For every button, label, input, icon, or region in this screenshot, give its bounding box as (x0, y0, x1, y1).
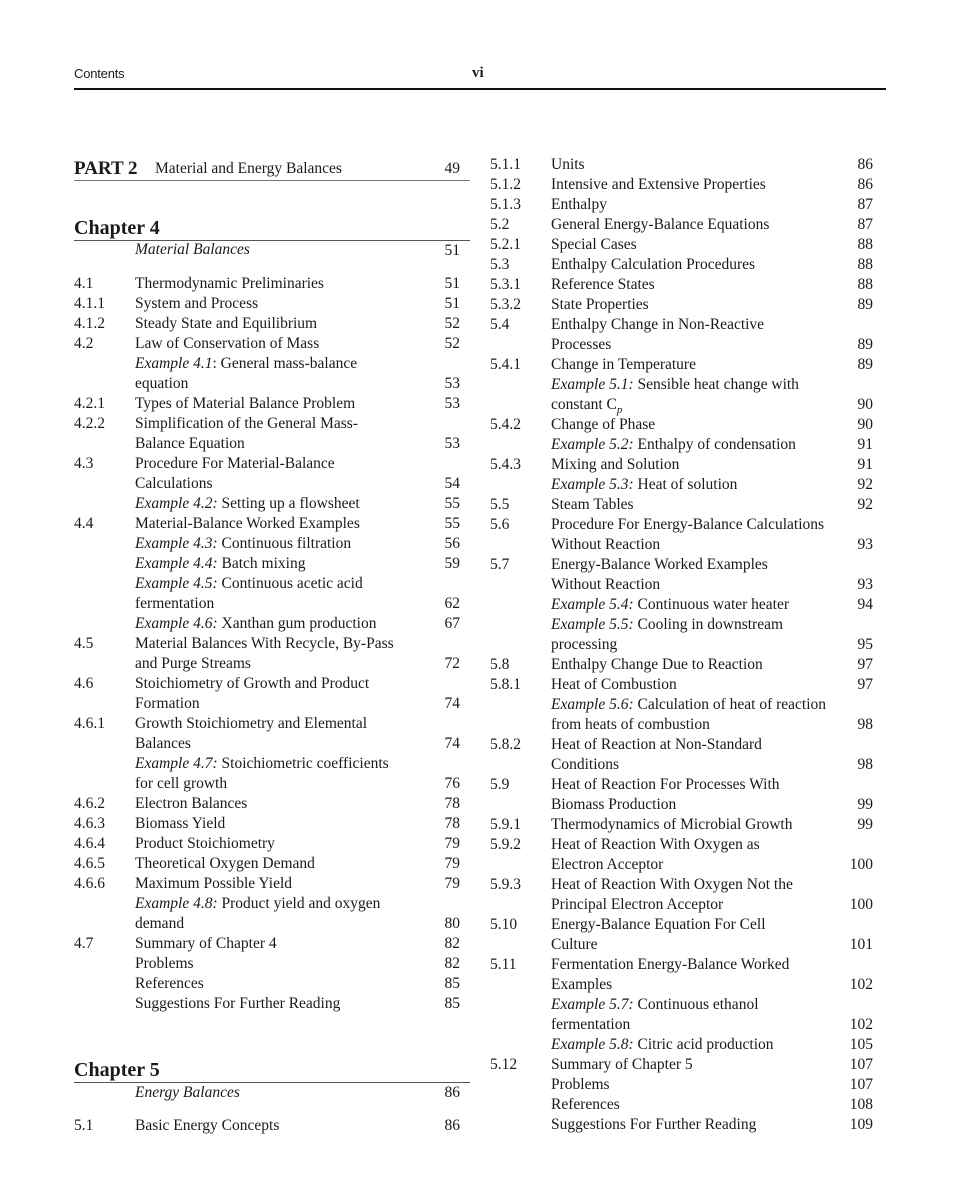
toc-entry-number: 5.1.1 (490, 156, 521, 173)
example-label: Example 4.8: (135, 895, 218, 912)
toc-entry-title: Energy-Balance Equation For Cell (551, 916, 766, 933)
toc-entry-title: Example 4.2: Setting up a flowsheet (135, 495, 360, 512)
part-page: 49 (444, 160, 460, 177)
toc-entry-title: Change in Temperature (551, 356, 696, 373)
toc-entry-title: constant $C_p$ (551, 396, 623, 416)
toc-entry-title: Example 4.1: General mass-balance (135, 355, 358, 372)
toc-entry-number: 4.1 (74, 275, 94, 292)
toc-entry-page: 102 (849, 1016, 873, 1033)
toc-entry-title: References (551, 1096, 620, 1113)
toc-entry-number: 5.2.1 (490, 236, 521, 253)
example-label: Example 5.5: (551, 616, 634, 633)
toc-entry-page: 51 (444, 275, 460, 292)
toc-entry-title: Product Stoichiometry (135, 835, 275, 852)
toc-entry-number: 5.2 (490, 216, 510, 233)
toc-entry-title: Example 5.3: Heat of solution (551, 476, 738, 493)
part-rule (74, 180, 470, 181)
toc-entry-title: Example 5.2: Enthalpy of condensation (551, 436, 796, 453)
example-label: Example 4.1 (135, 355, 213, 372)
toc-entry-page: 97 (857, 656, 873, 673)
example-label: Example 4.7: (135, 755, 218, 772)
toc-entry-number: 4.6.1 (74, 715, 105, 732)
toc-entry-number: 5.4.1 (490, 356, 521, 373)
toc-entry-title: Heat of Combustion (551, 676, 677, 693)
toc-entry-page: 93 (857, 576, 873, 593)
toc-entry-page: 107 (849, 1056, 873, 1073)
toc-entry-number: 5.9.2 (490, 836, 521, 853)
example-label: Example 4.3: (135, 535, 218, 552)
toc-entry-title: Material-Balance Worked Examples (135, 515, 360, 532)
toc-entry-title: Problems (135, 955, 194, 972)
toc-entry-page: 74 (444, 695, 460, 712)
example-label: Example 4.4: (135, 555, 218, 572)
toc-entry-number: 5.10 (490, 916, 518, 933)
toc-entry-number: 4.6.6 (74, 875, 105, 892)
toc-entry-page: 97 (857, 676, 873, 693)
toc-entry-title: Heat of Reaction With Oxygen Not the (551, 876, 793, 893)
toc-entry-page: 72 (444, 655, 460, 672)
running-title: Contents (74, 66, 125, 81)
toc-entry-number: 5.9 (490, 776, 510, 793)
toc-entry-page: 108 (849, 1096, 873, 1113)
toc-entry-title: Example 5.5: Cooling in downstream (551, 616, 784, 633)
toc-entry-title: Procedure For Energy-Balance Calculations (551, 516, 825, 533)
toc-entry-page: 79 (444, 855, 460, 872)
example-label: Example 5.8: (551, 1036, 634, 1053)
toc-entry-page: 52 (444, 315, 460, 332)
toc-entry-title: Example 4.3: Continuous filtration (135, 535, 352, 552)
toc-entry-title: Thermodynamics of Microbial Growth (551, 816, 793, 833)
toc-entry-title: Steam Tables (551, 496, 634, 513)
toc-entry-number: 4.2.1 (74, 395, 105, 412)
toc-entry-page: 87 (857, 196, 873, 213)
toc-entry-title: Example 5.7: Continuous ethanol (551, 996, 759, 1013)
toc-entry-title: from heats of combustion (551, 716, 710, 733)
toc-entry-number: 5.4.2 (490, 416, 521, 433)
example-label: Example 5.7: (551, 996, 634, 1013)
toc-entry-title: Reference States (551, 276, 655, 293)
page-number: vi (472, 65, 484, 81)
toc-entry-number: 5.6 (490, 516, 510, 533)
toc-entry-title: Simplification of the General Mass- (135, 415, 358, 432)
toc-entry-title: Processes (551, 336, 612, 353)
toc-entry-page: 98 (857, 716, 873, 733)
toc-entry-number: 5.4.3 (490, 456, 521, 473)
toc-entry-page: 78 (444, 795, 460, 812)
toc-entry-page: 88 (857, 276, 873, 293)
toc-entry-title: Special Cases (551, 236, 637, 253)
toc-entry-page: 62 (444, 595, 460, 612)
toc-entry-title: Example 5.1: Sensible heat change with (551, 376, 799, 393)
toc-entry-number: 5.8.1 (490, 676, 521, 693)
toc-entry-title: Example 5.6: Calculation of heat of reaction (551, 696, 827, 713)
toc-entry-title: Steady State and Equilibrium (135, 315, 318, 332)
part-heading (74, 156, 342, 180)
toc-entry-number: 4.2.2 (74, 415, 105, 432)
toc-entry-title: Summary of Chapter 4 (135, 935, 277, 952)
toc-entry-page: 105 (849, 1036, 873, 1053)
example-label: Example 5.3: (551, 476, 634, 493)
toc-entry-page: 82 (444, 955, 460, 972)
toc-entry-title: fermentation (551, 1016, 631, 1033)
toc-entry-number: 5.7 (490, 556, 510, 573)
toc-entry-number: 5.3.2 (490, 296, 521, 313)
toc-entry-title: State Properties (551, 296, 649, 313)
toc-entry-page: 55 (444, 495, 460, 512)
toc-entry-number: 4.2 (74, 335, 94, 352)
toc-entry-number: 4.7 (74, 935, 94, 952)
toc-entry-title: Material Balances With Recycle, By-Pass (135, 635, 394, 652)
part-label: PART 2 (74, 158, 138, 179)
toc-entry-number: 4.3 (74, 455, 94, 472)
chapter-5-page: 86 (444, 1084, 460, 1101)
toc-entry-page: 99 (857, 816, 873, 833)
toc-entry-page: 55 (444, 515, 460, 532)
toc-entry-page: 67 (444, 615, 460, 632)
toc-entry-title: Enthalpy Change in Non-Reactive (551, 316, 765, 333)
toc-entry-title: Conditions (551, 756, 620, 773)
toc-entry-title: Example 5.8: Citric acid production (551, 1036, 774, 1053)
toc-entry-page: 90 (857, 396, 873, 413)
toc-entry-title: Examples (551, 976, 613, 993)
toc-entry-title: Principal Electron Acceptor (551, 896, 724, 913)
chapter-4-title: Material Balances (135, 241, 250, 258)
toc-entry-page: 74 (444, 735, 460, 752)
toc-entry-number: 4.6.5 (74, 855, 105, 872)
toc-entry-title: Enthalpy Calculation Procedures (551, 256, 756, 273)
toc-entry-title: demand (135, 915, 185, 932)
toc-entry-page: 86 (857, 176, 873, 193)
chapter-4-page: 51 (444, 242, 460, 259)
toc-entry-title: System and Process (135, 295, 259, 312)
toc-entry-page: 53 (444, 375, 460, 392)
toc-entry-page: 93 (857, 536, 873, 553)
toc-entry-number: 5.5 (490, 496, 510, 513)
toc-entry-title: Theoretical Oxygen Demand (135, 855, 315, 872)
chapter-5-title: Energy Balances (135, 1084, 240, 1101)
toc-entry-number: 4.4 (74, 515, 94, 532)
toc-entry-page: 56 (444, 535, 460, 552)
toc-entry-title: Thermodynamic Preliminaries (135, 275, 324, 292)
example-label: Example 4.5: (135, 575, 218, 592)
toc-entry-title: processing (551, 636, 618, 653)
toc-entry-title: General Energy-Balance Equations (551, 216, 770, 233)
toc-entry-page: 94 (857, 596, 873, 613)
toc-entry-title: equation (135, 375, 189, 392)
toc-entry-page: 80 (444, 915, 460, 932)
toc-entry-title: Law of Conservation of Mass (135, 335, 320, 352)
toc-entry-title: Culture (551, 936, 598, 953)
toc-entry-number: 5.12 (490, 1056, 518, 1073)
toc-entry-title: for cell growth (135, 775, 228, 792)
toc-entry-page: 89 (857, 356, 873, 373)
toc-entry-page: 107 (849, 1076, 873, 1093)
toc-entry-page: 76 (444, 775, 460, 792)
toc-entry-title: Stoichiometry of Growth and Product (135, 675, 370, 692)
toc-entry-title: Example 4.5: Continuous acetic acid (135, 575, 363, 592)
toc-entry-number: 4.1.1 (74, 295, 105, 312)
toc-entry-page: 102 (849, 976, 873, 993)
toc-entry-page: 100 (849, 896, 873, 913)
running-header (74, 66, 886, 88)
example-label: Example 5.6: (551, 696, 634, 713)
toc-entry-title: Procedure For Material-Balance (135, 455, 335, 472)
toc-entry-title: Balances (135, 735, 191, 752)
toc-entry-number: 5.1.3 (490, 196, 521, 213)
toc-entry-page: 86 (444, 1117, 460, 1134)
toc-entry-title: Problems (551, 1076, 610, 1093)
toc-entry-page: 59 (444, 555, 460, 572)
part-title: Material and Energy Balances (155, 160, 342, 177)
toc-entry-page: 90 (857, 416, 873, 433)
toc-entry-title: Formation (135, 695, 200, 712)
toc-entry-page: 88 (857, 236, 873, 253)
toc-entry-page: 53 (444, 435, 460, 452)
toc-entry-page: 91 (857, 436, 873, 453)
chapter-5-rule (74, 1082, 470, 1083)
toc-entry-title: Suggestions For Further Reading (135, 995, 341, 1012)
toc-entry-title: References (135, 975, 204, 992)
toc-entry-title: Suggestions For Further Reading (551, 1116, 757, 1133)
subscript: p (616, 404, 623, 416)
toc-entry-number: 5.9.1 (490, 816, 521, 833)
toc-entry-title: Example 4.7: Stoichiometric coefficients (135, 755, 389, 772)
toc-entry-page: 78 (444, 815, 460, 832)
toc-entry-page: 52 (444, 335, 460, 352)
toc-entry-page: 89 (857, 336, 873, 353)
example-label: Example 5.1: (551, 376, 634, 393)
toc-entry-page: 86 (857, 156, 873, 173)
toc-entry-title: Heat of Reaction For Processes With (551, 776, 780, 793)
example-label: Example 4.6: (135, 615, 218, 632)
toc-entry-page: 85 (444, 995, 460, 1012)
example-label: Example 5.4: (551, 596, 634, 613)
toc-entry-number: 4.6.4 (74, 835, 105, 852)
toc-entry-number: 4.6.3 (74, 815, 105, 832)
toc-entry-number: 4.6.2 (74, 795, 105, 812)
toc-entry-title: Fermentation Energy-Balance Worked (551, 956, 790, 973)
toc-entry-page: 87 (857, 216, 873, 233)
toc-entry-page: 92 (857, 496, 873, 513)
toc-entry-page: 95 (857, 636, 873, 653)
toc-entry-title: Enthalpy Change Due to Reaction (551, 656, 763, 673)
toc-entry-number: 5.3.1 (490, 276, 521, 293)
toc-entry-title: Summary of Chapter 5 (551, 1056, 693, 1073)
toc-entry-page: 101 (849, 936, 873, 953)
toc-entry-number: 5.3 (490, 256, 510, 273)
toc-entry-page: 109 (849, 1116, 873, 1133)
header-rule (74, 88, 886, 90)
toc-entry-title: Biomass Production (551, 796, 677, 813)
toc-entry-page: 53 (444, 395, 460, 412)
toc-entry-page: 98 (857, 756, 873, 773)
toc-entry-number: 4.6 (74, 675, 94, 692)
toc-entry-title: Example 5.4: Continuous water heater (551, 596, 790, 613)
toc-entry-page: 82 (444, 935, 460, 952)
example-label: Example 5.2: (551, 436, 634, 453)
toc-entry-page: 79 (444, 835, 460, 852)
toc-entry-title: Electron Acceptor (551, 856, 664, 873)
toc-entry-page: 85 (444, 975, 460, 992)
toc-entry-page: 99 (857, 796, 873, 813)
toc-entry-title: Example 4.6: Xanthan gum production (135, 615, 377, 632)
toc-entry-title: Maximum Possible Yield (135, 875, 293, 892)
toc-entry-page: 89 (857, 296, 873, 313)
toc-entry-page: 91 (857, 456, 873, 473)
toc-entry-page: 51 (444, 295, 460, 312)
toc-entry-title: Intensive and Extensive Properties (551, 176, 766, 193)
toc-entry-title: Example 4.4: Batch mixing (135, 555, 306, 572)
toc-entry-title: fermentation (135, 595, 215, 612)
toc-entry-page: 100 (849, 856, 873, 873)
toc-entry-title: Example 4.8: Product yield and oxygen (135, 895, 381, 912)
toc-entry-title: and Purge Streams (135, 655, 251, 672)
toc-entry-number: 5.1 (74, 1117, 94, 1134)
chapter-5-heading: Chapter 5 (74, 1059, 160, 1081)
toc-entry-title: Without Reaction (551, 576, 661, 593)
toc-entry-title: Energy-Balance Worked Examples (551, 556, 768, 573)
toc-entry-number: 5.4 (490, 316, 510, 333)
toc-entry-title: Without Reaction (551, 536, 661, 553)
toc-entry-number: 4.1.2 (74, 315, 105, 332)
toc-entry-number: 5.8.2 (490, 736, 521, 753)
toc-entry-page: 79 (444, 875, 460, 892)
toc-entry-title: Mixing and Solution (551, 456, 680, 473)
toc-entry-number: 5.9.3 (490, 876, 521, 893)
toc-entry-title: Heat of Reaction With Oxygen as (551, 836, 760, 853)
toc-entry-page: 54 (444, 475, 460, 492)
toc-entry-title: Balance Equation (135, 435, 245, 452)
chapter-4-rule (74, 240, 470, 241)
example-label: Example 4.2: (135, 495, 218, 512)
toc-entry-title: Units (551, 156, 585, 173)
toc-entry-number: 5.11 (490, 956, 517, 973)
toc-entry-number: 4.5 (74, 635, 94, 652)
toc-entry-number: 5.8 (490, 656, 510, 673)
toc-entry-title: Types of Material Balance Problem (135, 395, 356, 412)
toc-entry-title: Growth Stoichiometry and Elemental (135, 715, 368, 732)
toc-entry-title: Basic Energy Concepts (135, 1117, 280, 1134)
toc-entry-title: Heat of Reaction at Non-Standard (551, 736, 762, 753)
toc-entry-title: Biomass Yield (135, 815, 226, 832)
toc-entry-page: 88 (857, 256, 873, 273)
chapter-4-heading: Chapter 4 (74, 217, 160, 239)
toc-entry-title: Change of Phase (551, 416, 656, 433)
toc-entry-number: 5.1.2 (490, 176, 521, 193)
toc-entry-title: Electron Balances (135, 795, 248, 812)
toc-entry-page: 92 (857, 476, 873, 493)
toc-entry-title: Enthalpy (551, 196, 607, 213)
toc-entry-title: Calculations (135, 475, 213, 492)
